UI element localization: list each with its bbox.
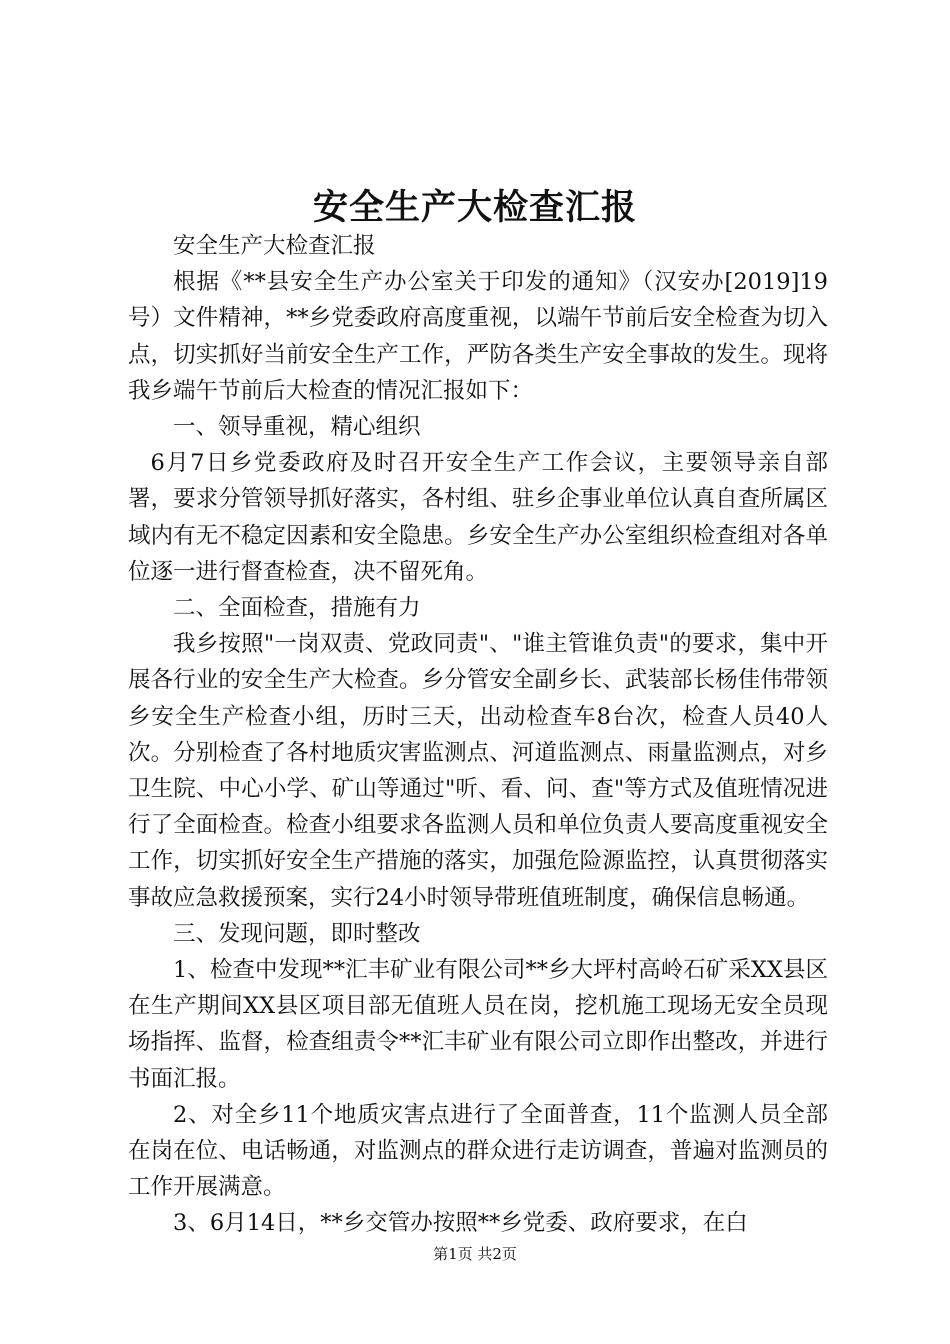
document-title: 安全生产大检查汇报 xyxy=(312,187,637,228)
paragraph-intro: 根据《**县安全生产办公室关于印发的通知》（汉安办[2019]19号）文件精神，**乡党委政府高度重视，以端午节前后安全检查为切入点，切实抓好当前安全生产工作，严防各类生产安全事故的发生。现将我乡端午节前后大检查的情况汇报如下： xyxy=(128,269,828,404)
paragraph-item-1: 1、检查中发现**汇丰矿业有限公司**乡大坪村高岭石矿采XX县区在生产期间XX县区项目部无值班人员在岗，挖机施工现场无安全员现场指挥、监督，检查组责令**汇丰矿业有限公司立即作出整改，并进行书面汇报。 xyxy=(128,957,828,1092)
document-body xyxy=(128,228,828,1242)
paragraph-section-2: 我乡按照"一岗双责、党政同责"、"谁主管谁负责"的要求，集中开展各行业的安全生产大检查。乡分管安全副乡长、武装部长杨佳伟带领乡安全生产检查小组，历时三天，出动检查车8台次，检查人员40人次。分别检查了各村地质灾害监测点、河道监测点、雨量监测点，对乡卫生院、中心小学、矿山等通过"听、看、问、查"等方式及值班情况进行了全面检查。检查小组要求各监测人员和单位负责人要高度重视安全工作，切实抓好安全生产措施的落实，加强危险源监控，认真贯彻落实事故应急救援预案，实行24小时领导带班值班制度，确保信息畅通。 xyxy=(128,631,828,911)
page-footer: 第1页 共2页 xyxy=(433,1245,517,1263)
paragraph-item-3: 3、6月14日，**乡交管办按照**乡党委、政府要求，在白 xyxy=(173,1210,748,1237)
paragraph-section-1: 6月7日乡党委政府及时召开安全生产工作会议，主要领导亲自部署，要求分管领导抓好落实，各村组、驻乡企事业单位认真自查所属区域内有无不稳定因素和安全隐患。乡安全生产办公室组织检查组对各单位逐一进行督查检查，决不留死角。 xyxy=(128,450,828,585)
paragraph-item-2: 2、对全乡11个地质灾害点进行了全面普查，11个监测人员全部在岗在位、电话畅通，对监测点的群众进行走访调查，普遍对监测员的工作开展满意。 xyxy=(128,1101,828,1201)
section-heading-2: 二、全面检查，措施有力 xyxy=(173,595,421,622)
section-heading-1: 一、领导重视，精心组织 xyxy=(173,414,421,441)
body-subtitle: 安全生产大检查汇报 xyxy=(173,233,376,259)
section-heading-3: 三、发现问题，即时整改 xyxy=(173,920,421,947)
